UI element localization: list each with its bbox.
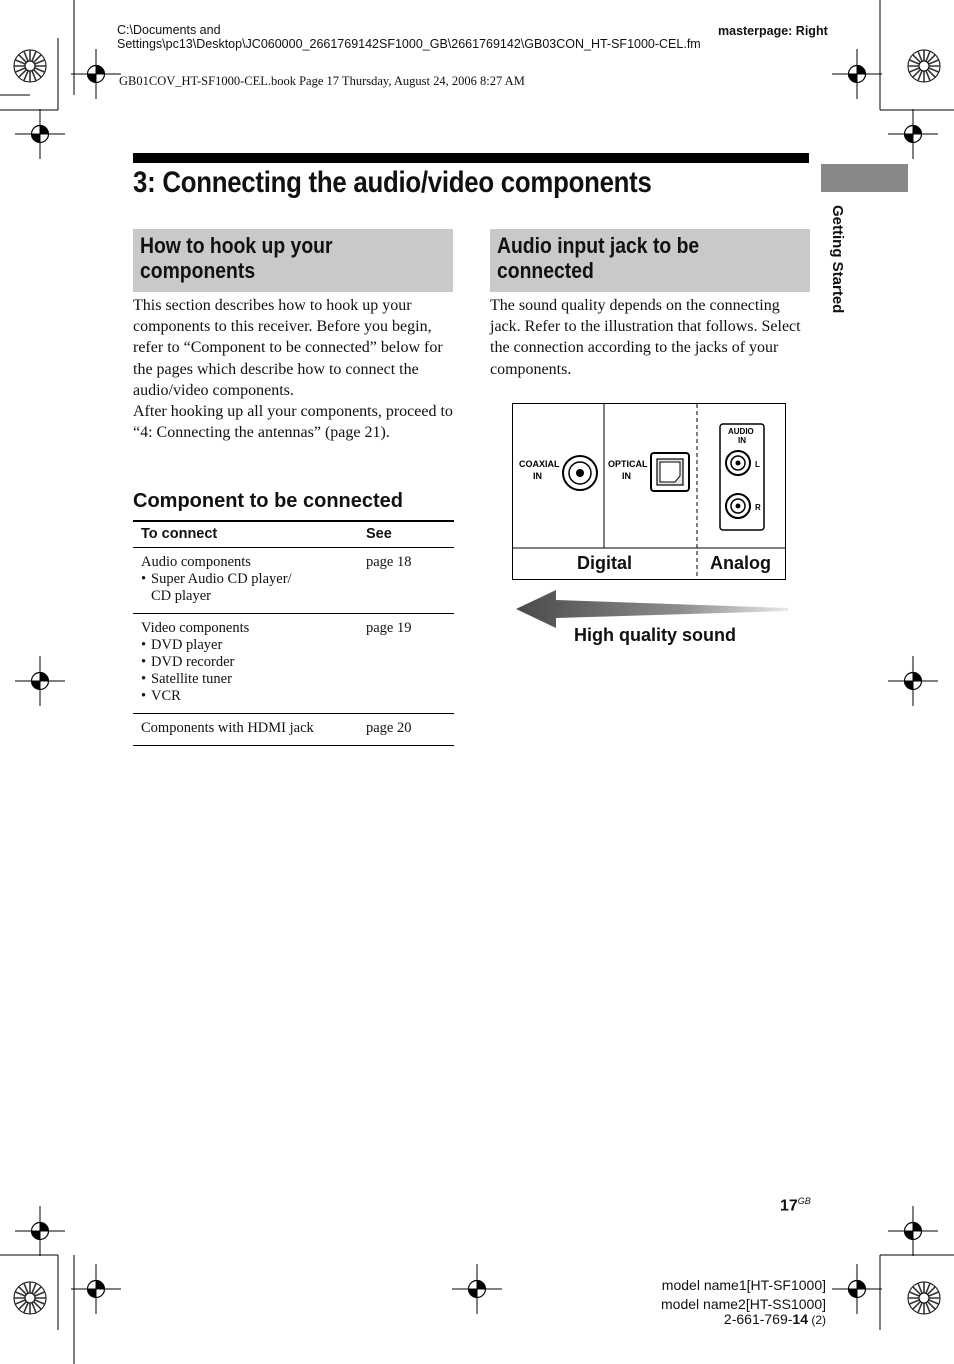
coaxial-jack-icon: [563, 456, 597, 490]
table-row: Audio components • Super Audio CD player/ CD player page 18: [133, 548, 454, 614]
audio-jack-intro: The sound quality depends on the connecting jack. Refer to the illustration that follows. Select the connection according to the jacks of your components.: [490, 297, 801, 378]
audio-left-jack-icon: [726, 451, 750, 475]
hookup-heading: How to hook up your components: [133, 229, 453, 292]
section-tab: [821, 164, 908, 192]
page-title: 3: Connecting the audio/video components: [133, 166, 652, 199]
table-row: Video components • DVD player • DVD recorder • Satellite tuner • VCR page 19: [133, 614, 454, 714]
masterpage-label: masterpage: Right: [718, 24, 828, 38]
digital-label: Digital: [577, 553, 633, 573]
component-table: [133, 520, 454, 746]
analog-label: Analog: [710, 553, 771, 573]
model-name-1: model name1[HT-SF1000]: [661, 1277, 826, 1293]
table-row: Components with HDMI jack page 20: [133, 714, 454, 746]
coaxial-label: IN: [533, 471, 542, 481]
right-channel-label: R: [755, 503, 761, 512]
model-name-2: model name2[HT-SS1000]: [661, 1296, 826, 1312]
optical-label: IN: [622, 471, 631, 481]
arrow-caption: High quality sound: [574, 625, 736, 645]
optical-label: OPTICAL: [608, 459, 648, 469]
left-channel-label: L: [755, 460, 760, 469]
coaxial-label: COAXIAL: [519, 459, 560, 469]
audio-in-label: IN: [738, 436, 746, 445]
hookup-intro: This section describes how to hook up your components to this receiver. Before you begin, refer to “Component to be connected” below for the pages which describe how to connect the audio/video components. After hooking up all your components, proceed to “4: Connecting the antennas” (page 21).: [133, 297, 453, 442]
audio-right-jack-icon: [726, 494, 750, 518]
table-header: To connect: [133, 521, 358, 548]
quality-arrow-icon: [514, 588, 790, 630]
table-header: See: [358, 521, 454, 548]
title-rule: [133, 153, 809, 163]
section-tab-label: Getting Started: [829, 205, 846, 314]
part-code: 2-661-769-14 (2): [723, 1311, 826, 1327]
audio-in-label: AUDIO: [728, 427, 754, 436]
audio-jack-heading: Audio input jack to be connected: [490, 229, 810, 292]
file-path: C:\Documents and Settings\pc13\Desktop\JC060000_2661769142SF1000_GB\2661769142\GB03CON_HT-SF1000-CEL.fm: [117, 23, 701, 51]
book-info: GB01COV_HT-SF1000-CEL.book Page 17 Thursday, August 24, 2006 8:27 AM: [119, 74, 525, 88]
page-number: $17^{GB}$: [780, 1196, 811, 1215]
jack-diagram: [512, 403, 786, 580]
component-subheading: Component to be connected: [133, 490, 403, 512]
optical-jack-icon: [651, 453, 689, 491]
